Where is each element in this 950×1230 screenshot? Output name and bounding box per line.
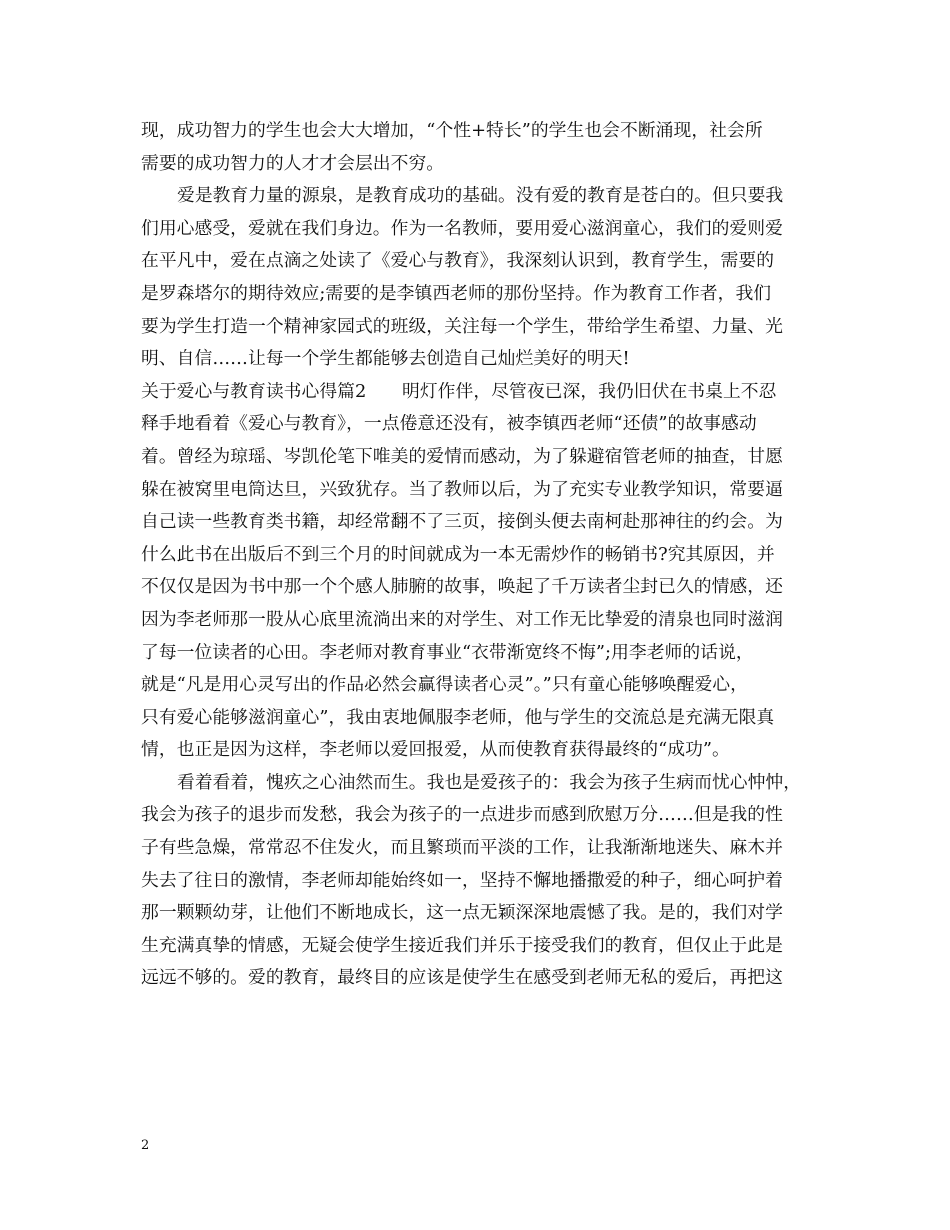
text-line: 子有些急燥，常常忍不住发火，而且繁琐而平淡的工作，让我渐渐地迷失、麻木并	[141, 837, 783, 859]
text-line: 现，成功智力的学生也会大大增加，“个性+特长”的学生也会不断涌现，社会所	[141, 120, 763, 141]
text-line: 失去了往日的激情，李老师却能始终如一，坚持不懈地播撒爱的种子，细心呵护着	[141, 869, 783, 891]
text-line: 在平凡中，爱在点滴之处读了《爱心与教育》，我深刻认识到，教育学生，需要的	[141, 250, 775, 272]
text-line: 只有爱心能够滋润童心”，我由衷地佩服李老师，他与学生的交流总是充满无限真	[141, 706, 775, 728]
text-line: 我会为孩子的退步而发愁，我会为孩子的一点进步而感到欣慰万分……但是我的性	[141, 804, 783, 826]
text-line: 们用心感受，爱就在我们身边。作为一名教师，要用爱心滋润童心，我们的爱则爱	[141, 217, 783, 239]
body-text	[141, 115, 831, 995]
page-number: 2	[141, 1138, 150, 1153]
text-line: 就是“凡是用心灵写出的作品必然会赢得读者心灵”。”只有童心能够唤醒爱心，	[141, 674, 748, 696]
text-line: 躲在被窝里电筒达旦，兴致犹存。当了教师以后，为了充实专业教学知识，常要逼	[141, 478, 783, 500]
text-line: 自己读一些教育类书籍，却经常翻不了三页，接倒头便去南柯赴那神往的约会。为	[141, 511, 783, 533]
text-line: 看着看着，愧疚之心油然而生。我也是爱孩子的：我会为孩子生病而忧心忡忡，	[177, 771, 802, 793]
text-line: 释手地看着《爱心与教育》，一点倦意还没有，被李镇西老师“还债”的故事感动	[141, 413, 757, 435]
text-line: 因为李老师那一股从心底里流淌出来的对学生、对工作无比挚爱的清泉也同时滋润	[141, 608, 783, 630]
text-line: 生充满真挚的情感，无疑会使学生接近我们并乐于接受我们的教育，但仅止于此是	[141, 934, 783, 956]
text-line: 不仅仅是因为书中那一个个感人肺腑的故事，唤起了千万读者尘封已久的情感，还	[141, 576, 783, 598]
text-line: 情，也正是因为这样，李老师以爱回报爱，从而使教育获得最终的“成功”。	[141, 739, 730, 761]
text-line: 是罗森塔尔的期待效应;需要的是李镇西老师的那份坚持。作为教育工作者，我们	[141, 282, 772, 304]
text-line: 那一颗颗幼芽，让他们不断地成长，这一点无颖深深地震憾了我。是的，我们对学	[141, 902, 783, 924]
text-line: 爱是教育力量的源泉，是教育成功的基础。没有爱的教育是苍白的。但只要我	[177, 185, 784, 207]
text-line: 着。曾经为琼瑶、岑凯伦笔下唯美的爱情而感动，为了躲避宿管老师的抽查，甘愿	[141, 445, 783, 467]
text-line: 明、自信……让每一个学生都能够去创造自己灿烂美好的明天!	[141, 348, 630, 370]
text-line: 需要的成功智力的人才才会层出不穷。	[141, 152, 445, 174]
text-line: 了每一位读者的心田。李老师对教育事业“衣带渐宽终不悔”;用李老师的话说，	[141, 641, 754, 663]
text-line: 关于爱心与教育读书心得篇2 明灯作伴，尽管夜已深，我仍旧伏在书桌上不忍	[141, 380, 777, 402]
text-line: 什么此书在出版后不到三个月的时间就成为一本无需炒作的畅销书?究其原因，并	[141, 543, 775, 565]
text-line: 远远不够的。爱的教育，最终目的应该是使学生在感受到老师无私的爱后，再把这	[141, 967, 783, 989]
text-line: 要为学生打造一个精神家园式的班级，关注每一个学生，带给学生希望、力量、光	[141, 315, 783, 337]
